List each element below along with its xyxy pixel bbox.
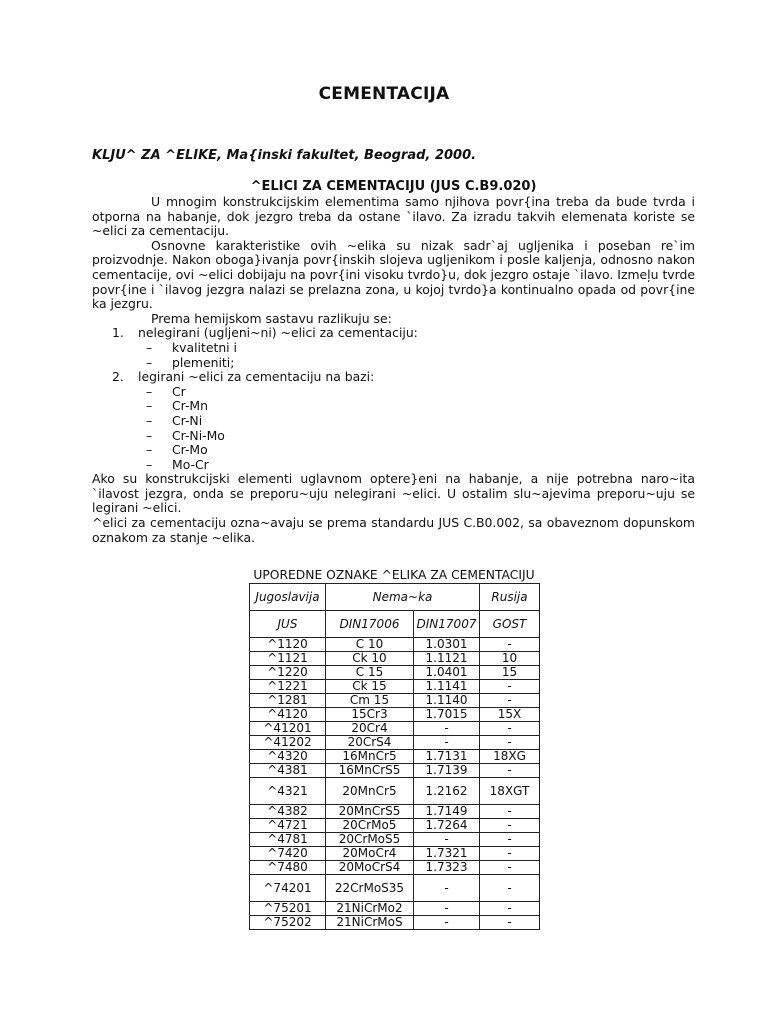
table-row [250,875,540,902]
cell-gost: - [480,819,540,833]
cell-jus: ^1220 [250,666,326,680]
table-row [250,902,540,916]
cell-din17007: - [414,736,480,750]
cell-din17007: - [414,722,480,736]
table-row [250,652,540,666]
cell-gost: - [480,638,540,652]
table-row [250,708,540,722]
cell-din17006: Ck 10 [326,652,414,666]
sub-list-label: Cr [172,383,186,399]
cell-din17006: 20CrS4 [326,736,414,750]
cell-gost: - [480,875,540,902]
sub-list-item [92,399,695,414]
table-row [250,833,540,847]
sub-list-item [92,414,695,429]
sub-list-label: plemeniti; [172,354,235,370]
section-heading: ^ELICI ZA CEMENTACIJU (JUS C.B9.020) [250,179,537,194]
cell-jus: ^41201 [250,722,326,736]
sub-list-item [92,429,695,444]
paragraph-classification: Prema hemijskom sastavu razlikuju se: [151,310,392,326]
header-germany: Nema~ka [326,584,480,611]
cell-gost: - [480,916,540,930]
dash-bullet: – [146,339,153,355]
list-item-label: legirani ~elici za cementaciju na bazi: [138,369,375,385]
cell-din17007: 1.1121 [414,652,480,666]
steel-comparison-table [249,583,540,930]
header-din17007: DIN17007 [414,611,480,638]
table-row [250,819,540,833]
cell-din17007: 1.7321 [414,847,480,861]
cell-din17007: 1.7323 [414,861,480,875]
cell-jus: ^4721 [250,819,326,833]
cell-jus: ^4382 [250,805,326,819]
cell-din17007: 1.1140 [414,694,480,708]
cell-din17006: 16MnCr5 [326,750,414,764]
table-row [250,861,540,875]
cell-gost: - [480,847,540,861]
table-row [250,722,540,736]
cell-din17007: 1.7131 [414,750,480,764]
cell-din17007: 1.7139 [414,764,480,778]
sub-list-label: Cr-Ni [172,412,203,428]
cell-jus: ^74201 [250,875,326,902]
cell-gost: 15 [480,666,540,680]
dash-bullet: – [146,456,153,472]
cell-jus: ^1120 [250,638,326,652]
sub-list-label: Cr-Mo [172,442,208,458]
cell-din17006: 22CrMoS35 [326,875,414,902]
cell-jus: ^4320 [250,750,326,764]
cell-jus: ^7420 [250,847,326,861]
table-row [250,764,540,778]
cell-gost: 15X [480,708,540,722]
paragraph-characteristics: Osnovne karakteristike ovih ~elika su nizak sadr`aj ugljenika i poseban re`im proizvodnje. Nakon oboga}ivanja povr{inskih slojeva ugljenikom i posle kaljenja, odnosno nakon cementacije, ovi ~elici dobijaju na povr{ini visoku tvrdo}u, dok jezgro ostaje `ilavo. Izmeļu tvrde povr{ine i `ilavog jezgra nalazi se prelazna zona, u kojoj tvrdo}a kontinualno opada od povr{ine ka jezgru. [92,237,695,312]
cell-jus: ^4321 [250,778,326,805]
cell-din17006: 20MnCr5 [326,778,414,805]
list-item [92,370,695,385]
cell-din17006: 20CrMoS5 [326,833,414,847]
cell-gost: - [480,902,540,916]
cell-din17006: Ck 15 [326,680,414,694]
cell-gost: - [480,861,540,875]
header-yugoslavia: Jugoslavija [250,584,326,611]
list-number: 1. [112,325,124,341]
cell-din17007: 1.7149 [414,805,480,819]
cell-jus: ^75202 [250,916,326,930]
table-row [250,847,540,861]
cell-gost: - [480,833,540,847]
sub-list-label: Mo-Cr [172,456,209,472]
cell-jus: ^4120 [250,708,326,722]
table-header-row [250,584,540,611]
dash-bullet: – [146,427,153,443]
cell-din17006: Cm 15 [326,694,414,708]
sub-list-item [92,385,695,400]
cell-jus: ^1121 [250,652,326,666]
cell-jus: ^1221 [250,680,326,694]
cell-gost: - [480,764,540,778]
source-reference: KLJU^ ZA ^ELIKE, Ma{inski fakultet, Beograd, 2000. [92,148,477,163]
cell-gost: - [480,805,540,819]
cell-jus: ^75201 [250,902,326,916]
cell-gost: - [480,694,540,708]
cell-jus: ^4381 [250,764,326,778]
cell-gost: 18XGT [480,778,540,805]
sub-list-label: kvalitetni i [172,339,238,355]
sub-list-item [92,341,695,356]
cell-din17007: 1.1141 [414,680,480,694]
cell-jus: ^4781 [250,833,326,847]
header-din17006: DIN17006 [326,611,414,638]
dash-bullet: – [146,412,153,428]
cell-din17007: - [414,916,480,930]
steel-type-list [92,326,695,472]
table-row [250,736,540,750]
list-item-label: nelegirani (ugljeni~ni) ~elici za cementaciju: [138,325,418,341]
cell-din17007: 1.2162 [414,778,480,805]
header-jus: JUS [250,611,326,638]
cell-gost: 10 [480,652,540,666]
cell-din17006: 20CrMo5 [326,819,414,833]
cell-din17007: 1.0301 [414,638,480,652]
cell-din17007: 1.0401 [414,666,480,680]
document-body [92,195,695,545]
list-number: 2. [112,369,124,385]
cell-din17007: - [414,833,480,847]
sub-list-item [92,356,695,371]
document-title: CEMENTACIJA [318,84,450,104]
cell-din17006: 20Cr4 [326,722,414,736]
table-row [250,916,540,930]
sub-list-label: Cr-Mn [172,398,208,414]
paragraph-recommendation: Ako su konstrukcijski elementi uglavnom optere}eni na habanje, a nije potrebna naro~ita `ilavost jezgra, onda se preporu~uju nelegirani ~elici. U ostalim slu~ajevima preporu~uju se legirani ~elici. [92,471,695,516]
cell-din17006: 16MnCrS5 [326,764,414,778]
cell-din17007: - [414,875,480,902]
dash-bullet: – [146,383,153,399]
cell-jus: ^1281 [250,694,326,708]
cell-din17006: 20MoCr4 [326,847,414,861]
dash-bullet: – [146,442,153,458]
paragraph-designation: ^elici za cementaciju ozna~avaju se prema standardu JUS C.B0.002, sa obaveznom dopunskom oznakom za stanje ~elika. [92,515,695,545]
cell-gost: - [480,680,540,694]
cell-din17007: 1.7015 [414,708,480,722]
cell-din17007: - [414,902,480,916]
cell-gost: - [480,722,540,736]
sub-list-item [92,443,695,458]
table-row [250,778,540,805]
cell-din17006: 20MnCrS5 [326,805,414,819]
cell-din17006: 21NiCrMoS [326,916,414,930]
header-russia: Rusija [480,584,540,611]
cell-jus: ^41202 [250,736,326,750]
header-gost: GOST [480,611,540,638]
cell-din17006: C 10 [326,638,414,652]
sub-list-label: Cr-Ni-Mo [172,427,225,443]
table-row [250,666,540,680]
cell-jus: ^7480 [250,861,326,875]
sub-list-item [92,458,695,473]
cell-gost: 18XG [480,750,540,764]
table-row [250,638,540,652]
cell-din17006: 15Cr3 [326,708,414,722]
cell-din17006: C 15 [326,666,414,680]
cell-gost: - [480,736,540,750]
dash-bullet: – [146,398,153,414]
dash-bullet: – [146,354,153,370]
table-header-row [250,611,540,638]
table-caption: UPOREDNE OZNAKE ^ELIKA ZA CEMENTACIJU [253,568,535,582]
cell-din17006: 20MoCrS4 [326,861,414,875]
table-row [250,694,540,708]
table-row [250,805,540,819]
table-row [250,750,540,764]
cell-din17006: 21NiCrMo2 [326,902,414,916]
cell-din17007: 1.7264 [414,819,480,833]
list-item [92,326,695,341]
table-row [250,680,540,694]
paragraph-intro: U mnogim konstrukcijskim elementima samo njihova povr{ina treba da bude tvrda i otporna na habanje, dok jezgro treba da ostane `ilavo. Za izradu takvih elemenata koriste se ~elici za cementaciju. [92,194,695,239]
